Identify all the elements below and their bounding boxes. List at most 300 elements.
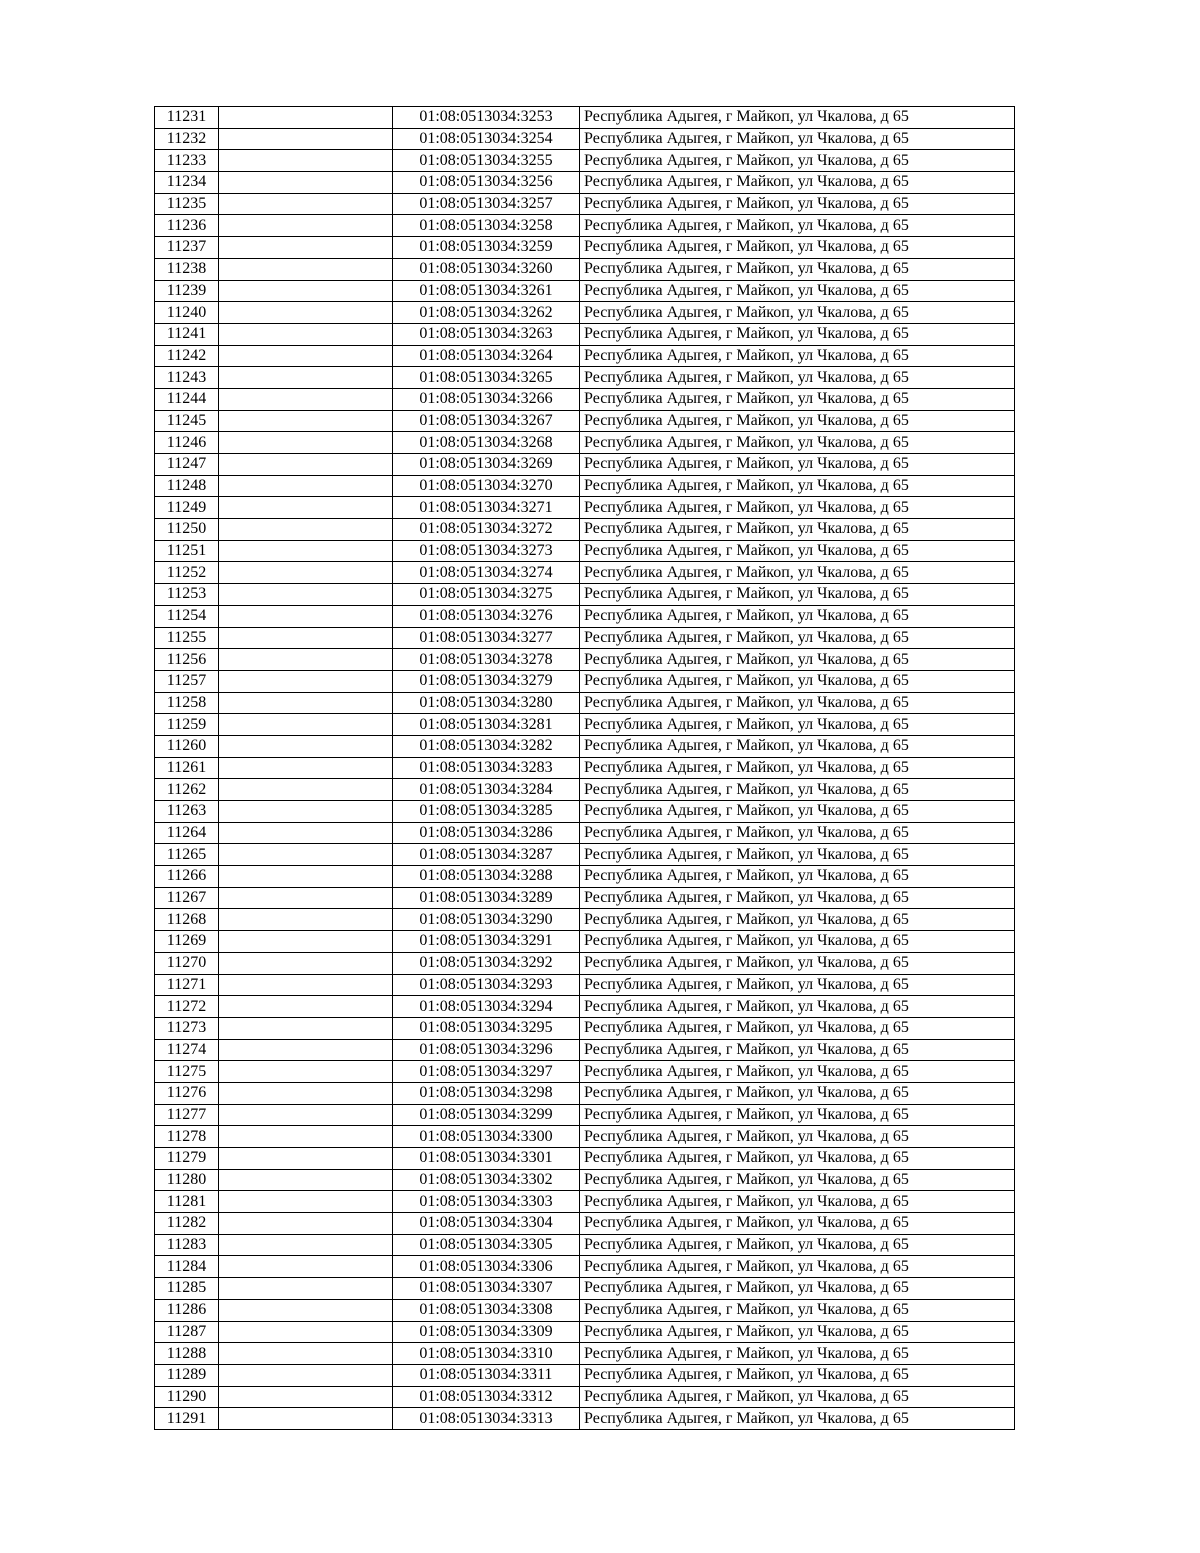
- cadastral-number-cell: 01:08:0513034:3258: [393, 215, 580, 237]
- address-cell: Республика Адыгея, г Майкоп, ул Чкалова, д 65: [580, 974, 1015, 996]
- empty-cell: [219, 519, 393, 541]
- table-row: [155, 302, 1015, 324]
- table-row: [155, 1343, 1015, 1365]
- row-number-cell: 11281: [155, 1191, 219, 1213]
- address-cell: Республика Адыгея, г Майкоп, ул Чкалова, д 65: [580, 345, 1015, 367]
- table-row: [155, 345, 1015, 367]
- table-row: [155, 866, 1015, 888]
- address-cell: Республика Адыгея, г Майкоп, ул Чкалова, д 65: [580, 410, 1015, 432]
- address-cell: Республика Адыгея, г Майкоп, ул Чкалова, д 65: [580, 887, 1015, 909]
- address-cell: Республика Адыгея, г Майкоп, ул Чкалова, д 65: [580, 1017, 1015, 1039]
- empty-cell: [219, 1278, 393, 1300]
- empty-cell: [219, 345, 393, 367]
- address-cell: Республика Адыгея, г Майкоп, ул Чкалова, д 65: [580, 1386, 1015, 1408]
- address-cell: Республика Адыгея, г Майкоп, ул Чкалова, д 65: [580, 258, 1015, 280]
- row-number-cell: 11253: [155, 584, 219, 606]
- row-number-cell: 11238: [155, 258, 219, 280]
- address-cell: Республика Адыгея, г Майкоп, ул Чкалова, д 65: [580, 996, 1015, 1018]
- row-number-cell: 11241: [155, 323, 219, 345]
- cadastral-number-cell: 01:08:0513034:3270: [393, 475, 580, 497]
- table-row: [155, 1148, 1015, 1170]
- row-number-cell: 11276: [155, 1082, 219, 1104]
- address-cell: Республика Адыгея, г Майкоп, ул Чкалова, д 65: [580, 150, 1015, 172]
- row-number-cell: 11288: [155, 1343, 219, 1365]
- cadastral-number-cell: 01:08:0513034:3288: [393, 866, 580, 888]
- address-cell: Республика Адыгея, г Майкоп, ул Чкалова, д 65: [580, 519, 1015, 541]
- empty-cell: [219, 150, 393, 172]
- empty-cell: [219, 1082, 393, 1104]
- address-cell: Республика Адыгея, г Майкоп, ул Чкалова, д 65: [580, 952, 1015, 974]
- cadastral-number-cell: 01:08:0513034:3285: [393, 801, 580, 823]
- row-number-cell: 11248: [155, 475, 219, 497]
- empty-cell: [219, 1299, 393, 1321]
- address-cell: Республика Адыгея, г Майкоп, ул Чкалова, д 65: [580, 909, 1015, 931]
- row-number-cell: 11256: [155, 649, 219, 671]
- row-number-cell: 11277: [155, 1104, 219, 1126]
- empty-cell: [219, 172, 393, 194]
- cadastral-number-cell: 01:08:0513034:3297: [393, 1061, 580, 1083]
- table-row: [155, 107, 1015, 129]
- empty-cell: [219, 1017, 393, 1039]
- cadastral-number-cell: 01:08:0513034:3304: [393, 1213, 580, 1235]
- cadastral-number-cell: 01:08:0513034:3298: [393, 1082, 580, 1104]
- address-cell: Республика Адыгея, г Майкоп, ул Чкалова, д 65: [580, 107, 1015, 129]
- row-number-cell: 11259: [155, 714, 219, 736]
- table-row: [155, 757, 1015, 779]
- address-cell: Республика Адыгея, г Майкоп, ул Чкалова, д 65: [580, 1256, 1015, 1278]
- cadastral-number-cell: 01:08:0513034:3263: [393, 323, 580, 345]
- cadastral-number-cell: 01:08:0513034:3281: [393, 714, 580, 736]
- cadastral-number-cell: 01:08:0513034:3253: [393, 107, 580, 129]
- row-number-cell: 11260: [155, 735, 219, 757]
- empty-cell: [219, 1126, 393, 1148]
- address-cell: Республика Адыгея, г Майкоп, ул Чкалова, д 65: [580, 1082, 1015, 1104]
- table-row: [155, 193, 1015, 215]
- table-row: [155, 172, 1015, 194]
- row-number-cell: 11264: [155, 822, 219, 844]
- cadastral-number-cell: 01:08:0513034:3283: [393, 757, 580, 779]
- cadastral-number-cell: 01:08:0513034:3260: [393, 258, 580, 280]
- empty-cell: [219, 1343, 393, 1365]
- table-row: [155, 540, 1015, 562]
- cadastral-number-cell: 01:08:0513034:3267: [393, 410, 580, 432]
- cadastral-number-cell: 01:08:0513034:3273: [393, 540, 580, 562]
- address-cell: Республика Адыгея, г Майкоп, ул Чкалова, д 65: [580, 1148, 1015, 1170]
- cadastral-number-cell: 01:08:0513034:3271: [393, 497, 580, 519]
- table-row: [155, 323, 1015, 345]
- table-row: [155, 801, 1015, 823]
- row-number-cell: 11240: [155, 302, 219, 324]
- address-cell: Республика Адыгея, г Майкоп, ул Чкалова, д 65: [580, 302, 1015, 324]
- empty-cell: [219, 1061, 393, 1083]
- empty-cell: [219, 280, 393, 302]
- cadastral-number-cell: 01:08:0513034:3307: [393, 1278, 580, 1300]
- empty-cell: [219, 1234, 393, 1256]
- address-cell: Республика Адыгея, г Майкоп, ул Чкалова, д 65: [580, 1321, 1015, 1343]
- table-row: [155, 670, 1015, 692]
- empty-cell: [219, 1386, 393, 1408]
- table-row: [155, 497, 1015, 519]
- table-row: [155, 562, 1015, 584]
- row-number-cell: 11271: [155, 974, 219, 996]
- cadastral-number-cell: 01:08:0513034:3303: [393, 1191, 580, 1213]
- address-cell: Республика Адыгея, г Майкоп, ул Чкалова, д 65: [580, 779, 1015, 801]
- table-row: [155, 1256, 1015, 1278]
- row-number-cell: 11291: [155, 1408, 219, 1430]
- cadastral-number-cell: 01:08:0513034:3305: [393, 1234, 580, 1256]
- row-number-cell: 11273: [155, 1017, 219, 1039]
- address-cell: Республика Адыгея, г Майкоп, ул Чкалова, д 65: [580, 627, 1015, 649]
- row-number-cell: 11245: [155, 410, 219, 432]
- empty-cell: [219, 692, 393, 714]
- cadastral-number-cell: 01:08:0513034:3265: [393, 367, 580, 389]
- cadastral-number-cell: 01:08:0513034:3300: [393, 1126, 580, 1148]
- cadastral-number-cell: 01:08:0513034:3277: [393, 627, 580, 649]
- row-number-cell: 11289: [155, 1364, 219, 1386]
- cadastral-number-cell: 01:08:0513034:3312: [393, 1386, 580, 1408]
- empty-cell: [219, 388, 393, 410]
- empty-cell: [219, 996, 393, 1018]
- row-number-cell: 11246: [155, 432, 219, 454]
- address-cell: Республика Адыгея, г Майкоп, ул Чкалова, д 65: [580, 1169, 1015, 1191]
- address-cell: Республика Адыгея, г Майкоп, ул Чкалова, д 65: [580, 605, 1015, 627]
- row-number-cell: 11244: [155, 388, 219, 410]
- table-row: [155, 410, 1015, 432]
- cadastral-number-cell: 01:08:0513034:3289: [393, 887, 580, 909]
- table-row: [155, 1278, 1015, 1300]
- cadastral-number-cell: 01:08:0513034:3296: [393, 1039, 580, 1061]
- table-row: [155, 1321, 1015, 1343]
- empty-cell: [219, 237, 393, 259]
- address-cell: Республика Адыгея, г Майкоп, ул Чкалова, д 65: [580, 931, 1015, 953]
- empty-cell: [219, 432, 393, 454]
- row-number-cell: 11255: [155, 627, 219, 649]
- row-number-cell: 11239: [155, 280, 219, 302]
- cadastral-number-cell: 01:08:0513034:3311: [393, 1364, 580, 1386]
- row-number-cell: 11274: [155, 1039, 219, 1061]
- row-number-cell: 11265: [155, 844, 219, 866]
- address-cell: Республика Адыгея, г Майкоп, ул Чкалова, д 65: [580, 1213, 1015, 1235]
- table-row: [155, 627, 1015, 649]
- row-number-cell: 11252: [155, 562, 219, 584]
- table-row: [155, 1386, 1015, 1408]
- table-row: [155, 237, 1015, 259]
- address-cell: Республика Адыгея, г Майкоп, ул Чкалова, д 65: [580, 692, 1015, 714]
- table-row: [155, 128, 1015, 150]
- cadastral-number-cell: 01:08:0513034:3295: [393, 1017, 580, 1039]
- empty-cell: [219, 605, 393, 627]
- row-number-cell: 11234: [155, 172, 219, 194]
- cadastral-number-cell: 01:08:0513034:3274: [393, 562, 580, 584]
- row-number-cell: 11257: [155, 670, 219, 692]
- empty-cell: [219, 584, 393, 606]
- row-number-cell: 11268: [155, 909, 219, 931]
- empty-cell: [219, 1213, 393, 1235]
- empty-cell: [219, 974, 393, 996]
- empty-cell: [219, 887, 393, 909]
- cadastral-number-cell: 01:08:0513034:3256: [393, 172, 580, 194]
- empty-cell: [219, 128, 393, 150]
- row-number-cell: 11236: [155, 215, 219, 237]
- row-number-cell: 11231: [155, 107, 219, 129]
- empty-cell: [219, 822, 393, 844]
- address-cell: Республика Адыгея, г Майкоп, ул Чкалова, д 65: [580, 1343, 1015, 1365]
- table-row: [155, 1082, 1015, 1104]
- address-cell: Республика Адыгея, г Майкоп, ул Чкалова, д 65: [580, 193, 1015, 215]
- cadastral-number-cell: 01:08:0513034:3290: [393, 909, 580, 931]
- address-cell: Республика Адыгея, г Майкоп, ул Чкалова, д 65: [580, 562, 1015, 584]
- cadastral-number-cell: 01:08:0513034:3306: [393, 1256, 580, 1278]
- cadastral-number-cell: 01:08:0513034:3309: [393, 1321, 580, 1343]
- row-number-cell: 11280: [155, 1169, 219, 1191]
- cadastral-number-cell: 01:08:0513034:3313: [393, 1408, 580, 1430]
- empty-cell: [219, 475, 393, 497]
- row-number-cell: 11262: [155, 779, 219, 801]
- table-row: [155, 1104, 1015, 1126]
- table-row: [155, 432, 1015, 454]
- empty-cell: [219, 410, 393, 432]
- address-cell: Республика Адыгея, г Майкоп, ул Чкалова, д 65: [580, 237, 1015, 259]
- table-row: [155, 454, 1015, 476]
- table-row: [155, 974, 1015, 996]
- row-number-cell: 11279: [155, 1148, 219, 1170]
- row-number-cell: 11282: [155, 1213, 219, 1235]
- table-row: [155, 887, 1015, 909]
- table-row: [155, 388, 1015, 410]
- address-cell: Республика Адыгея, г Майкоп, ул Чкалова, д 65: [580, 714, 1015, 736]
- table-row: [155, 952, 1015, 974]
- cadastral-number-cell: 01:08:0513034:3286: [393, 822, 580, 844]
- empty-cell: [219, 302, 393, 324]
- address-cell: Республика Адыгея, г Майкоп, ул Чкалова, д 65: [580, 1364, 1015, 1386]
- row-number-cell: 11272: [155, 996, 219, 1018]
- address-cell: Республика Адыгея, г Майкоп, ул Чкалова, д 65: [580, 584, 1015, 606]
- table-row: [155, 1364, 1015, 1386]
- cadastral-number-cell: 01:08:0513034:3292: [393, 952, 580, 974]
- row-number-cell: 11237: [155, 237, 219, 259]
- empty-cell: [219, 909, 393, 931]
- row-number-cell: 11247: [155, 454, 219, 476]
- table-row: [155, 605, 1015, 627]
- empty-cell: [219, 258, 393, 280]
- table-row: [155, 519, 1015, 541]
- address-cell: Республика Адыгея, г Майкоп, ул Чкалова, д 65: [580, 1039, 1015, 1061]
- empty-cell: [219, 757, 393, 779]
- row-number-cell: 11270: [155, 952, 219, 974]
- empty-cell: [219, 1408, 393, 1430]
- cadastral-number-cell: 01:08:0513034:3268: [393, 432, 580, 454]
- table-row: [155, 1017, 1015, 1039]
- address-cell: Республика Адыгея, г Майкоп, ул Чкалова, д 65: [580, 735, 1015, 757]
- table-row: [155, 475, 1015, 497]
- empty-cell: [219, 649, 393, 671]
- empty-cell: [219, 562, 393, 584]
- row-number-cell: 11283: [155, 1234, 219, 1256]
- cadastral-number-cell: 01:08:0513034:3280: [393, 692, 580, 714]
- empty-cell: [219, 367, 393, 389]
- table-row: [155, 735, 1015, 757]
- empty-cell: [219, 670, 393, 692]
- cadastral-number-cell: 01:08:0513034:3257: [393, 193, 580, 215]
- address-cell: Республика Адыгея, г Майкоп, ул Чкалова, д 65: [580, 367, 1015, 389]
- empty-cell: [219, 714, 393, 736]
- cadastral-number-cell: 01:08:0513034:3291: [393, 931, 580, 953]
- cadastral-number-cell: 01:08:0513034:3299: [393, 1104, 580, 1126]
- address-cell: Республика Адыгея, г Майкоп, ул Чкалова, д 65: [580, 1126, 1015, 1148]
- address-cell: Республика Адыгея, г Майкоп, ул Чкалова, д 65: [580, 1191, 1015, 1213]
- address-cell: Республика Адыгея, г Майкоп, ул Чкалова, д 65: [580, 649, 1015, 671]
- row-number-cell: 11258: [155, 692, 219, 714]
- cadastral-number-cell: 01:08:0513034:3284: [393, 779, 580, 801]
- cadastral-number-cell: 01:08:0513034:3279: [393, 670, 580, 692]
- cadastral-number-cell: 01:08:0513034:3272: [393, 519, 580, 541]
- cadastral-number-cell: 01:08:0513034:3261: [393, 280, 580, 302]
- row-number-cell: 11233: [155, 150, 219, 172]
- row-number-cell: 11285: [155, 1278, 219, 1300]
- row-number-cell: 11269: [155, 931, 219, 953]
- row-number-cell: 11290: [155, 1386, 219, 1408]
- table-row: [155, 1169, 1015, 1191]
- empty-cell: [219, 1169, 393, 1191]
- table-row: [155, 844, 1015, 866]
- row-number-cell: 11287: [155, 1321, 219, 1343]
- row-number-cell: 11286: [155, 1299, 219, 1321]
- empty-cell: [219, 454, 393, 476]
- table-row: [155, 822, 1015, 844]
- empty-cell: [219, 779, 393, 801]
- empty-cell: [219, 323, 393, 345]
- cadastral-number-cell: 01:08:0513034:3310: [393, 1343, 580, 1365]
- empty-cell: [219, 952, 393, 974]
- cadastral-number-cell: 01:08:0513034:3278: [393, 649, 580, 671]
- cadastral-number-cell: 01:08:0513034:3294: [393, 996, 580, 1018]
- address-cell: Республика Адыгея, г Майкоп, ул Чкалова, д 65: [580, 172, 1015, 194]
- table-row: [155, 1061, 1015, 1083]
- table-row: [155, 1299, 1015, 1321]
- registry-table: [154, 106, 1015, 1430]
- table-row: [155, 996, 1015, 1018]
- address-cell: Республика Адыгея, г Майкоп, ул Чкалова, д 65: [580, 540, 1015, 562]
- empty-cell: [219, 844, 393, 866]
- address-cell: Республика Адыгея, г Майкоп, ул Чкалова, д 65: [580, 866, 1015, 888]
- table-row: [155, 1191, 1015, 1213]
- table-row: [155, 909, 1015, 931]
- empty-cell: [219, 1256, 393, 1278]
- empty-cell: [219, 1321, 393, 1343]
- address-cell: Республика Адыгея, г Майкоп, ул Чкалова, д 65: [580, 497, 1015, 519]
- cadastral-number-cell: 01:08:0513034:3255: [393, 150, 580, 172]
- registry-table-body: [155, 107, 1015, 1430]
- row-number-cell: 11235: [155, 193, 219, 215]
- cadastral-number-cell: 01:08:0513034:3262: [393, 302, 580, 324]
- table-row: [155, 584, 1015, 606]
- table-row: [155, 931, 1015, 953]
- table-row: [155, 1234, 1015, 1256]
- empty-cell: [219, 735, 393, 757]
- address-cell: Республика Адыгея, г Майкоп, ул Чкалова, д 65: [580, 822, 1015, 844]
- empty-cell: [219, 1364, 393, 1386]
- cadastral-number-cell: 01:08:0513034:3259: [393, 237, 580, 259]
- cadastral-number-cell: 01:08:0513034:3266: [393, 388, 580, 410]
- table-row: [155, 1126, 1015, 1148]
- cadastral-number-cell: 01:08:0513034:3302: [393, 1169, 580, 1191]
- table-row: [155, 692, 1015, 714]
- table-row: [155, 367, 1015, 389]
- row-number-cell: 11275: [155, 1061, 219, 1083]
- table-row: [155, 779, 1015, 801]
- table-row: [155, 714, 1015, 736]
- empty-cell: [219, 497, 393, 519]
- row-number-cell: 11266: [155, 866, 219, 888]
- address-cell: Республика Адыгея, г Майкоп, ул Чкалова, д 65: [580, 844, 1015, 866]
- cadastral-number-cell: 01:08:0513034:3293: [393, 974, 580, 996]
- address-cell: Республика Адыгея, г Майкоп, ул Чкалова, д 65: [580, 1061, 1015, 1083]
- cadastral-number-cell: 01:08:0513034:3254: [393, 128, 580, 150]
- address-cell: Республика Адыгея, г Майкоп, ул Чкалова, д 65: [580, 215, 1015, 237]
- row-number-cell: 11251: [155, 540, 219, 562]
- empty-cell: [219, 193, 393, 215]
- address-cell: Республика Адыгея, г Майкоп, ул Чкалова, д 65: [580, 454, 1015, 476]
- empty-cell: [219, 931, 393, 953]
- cadastral-number-cell: 01:08:0513034:3269: [393, 454, 580, 476]
- table-row: [155, 215, 1015, 237]
- table-row: [155, 150, 1015, 172]
- empty-cell: [219, 1039, 393, 1061]
- cadastral-number-cell: 01:08:0513034:3287: [393, 844, 580, 866]
- table-row: [155, 280, 1015, 302]
- cadastral-number-cell: 01:08:0513034:3282: [393, 735, 580, 757]
- address-cell: Республика Адыгея, г Майкоп, ул Чкалова, д 65: [580, 128, 1015, 150]
- address-cell: Республика Адыгея, г Майкоп, ул Чкалова, д 65: [580, 475, 1015, 497]
- cadastral-number-cell: 01:08:0513034:3275: [393, 584, 580, 606]
- empty-cell: [219, 1191, 393, 1213]
- table-row: [155, 1408, 1015, 1430]
- address-cell: Республика Адыгея, г Майкоп, ул Чкалова, д 65: [580, 323, 1015, 345]
- row-number-cell: 11261: [155, 757, 219, 779]
- cadastral-number-cell: 01:08:0513034:3276: [393, 605, 580, 627]
- address-cell: Республика Адыгея, г Майкоп, ул Чкалова, д 65: [580, 801, 1015, 823]
- table-row: [155, 649, 1015, 671]
- row-number-cell: 11267: [155, 887, 219, 909]
- cadastral-number-cell: 01:08:0513034:3301: [393, 1148, 580, 1170]
- cadastral-number-cell: 01:08:0513034:3264: [393, 345, 580, 367]
- row-number-cell: 11243: [155, 367, 219, 389]
- row-number-cell: 11263: [155, 801, 219, 823]
- address-cell: Республика Адыгея, г Майкоп, ул Чкалова, д 65: [580, 432, 1015, 454]
- row-number-cell: 11242: [155, 345, 219, 367]
- table-row: [155, 258, 1015, 280]
- address-cell: Республика Адыгея, г Майкоп, ул Чкалова, д 65: [580, 280, 1015, 302]
- row-number-cell: 11250: [155, 519, 219, 541]
- row-number-cell: 11254: [155, 605, 219, 627]
- address-cell: Республика Адыгея, г Майкоп, ул Чкалова, д 65: [580, 1104, 1015, 1126]
- address-cell: Республика Адыгея, г Майкоп, ул Чкалова, д 65: [580, 388, 1015, 410]
- empty-cell: [219, 215, 393, 237]
- empty-cell: [219, 627, 393, 649]
- address-cell: Республика Адыгея, г Майкоп, ул Чкалова, д 65: [580, 1234, 1015, 1256]
- empty-cell: [219, 801, 393, 823]
- table-row: [155, 1039, 1015, 1061]
- address-cell: Республика Адыгея, г Майкоп, ул Чкалова, д 65: [580, 670, 1015, 692]
- empty-cell: [219, 1148, 393, 1170]
- empty-cell: [219, 866, 393, 888]
- empty-cell: [219, 1104, 393, 1126]
- empty-cell: [219, 107, 393, 129]
- address-cell: Республика Адыгея, г Майкоп, ул Чкалова, д 65: [580, 1278, 1015, 1300]
- cadastral-number-cell: 01:08:0513034:3308: [393, 1299, 580, 1321]
- table-row: [155, 1213, 1015, 1235]
- row-number-cell: 11232: [155, 128, 219, 150]
